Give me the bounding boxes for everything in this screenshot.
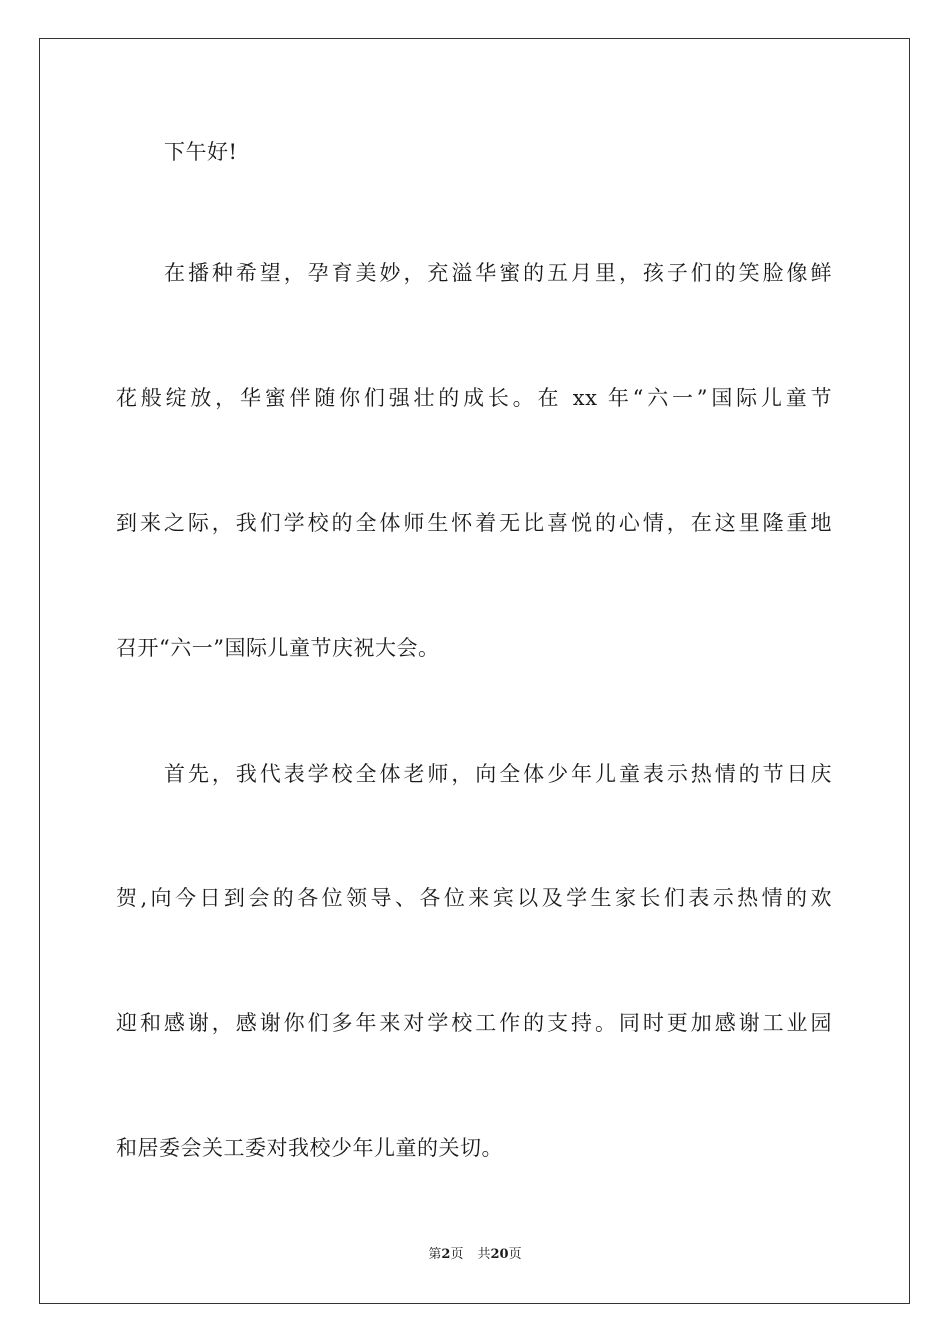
paragraph-2-line-1: 首先，我代表学校全体老师，向全体少年儿童表示热情的节日庆 (164, 762, 832, 786)
paragraph-1-line-4: 召开“六一”国际儿童节庆祝大会。 (116, 636, 440, 660)
page-suffix: 页 (450, 1247, 464, 1262)
total-pages: 20 (490, 1247, 509, 1262)
greeting-line: 下午好! (164, 140, 238, 164)
page-prefix: 第 (428, 1247, 442, 1262)
paragraph-1-line-1: 在播种希望，孕育美妙，充溢华蜜的五月里，孩子们的笑脸像鲜 (164, 261, 832, 285)
paragraph-1-line-3: 到来之际，我们学校的全体师生怀着无比喜悦的心情，在这里隆重地 (116, 511, 832, 535)
total-suffix: 页 (508, 1247, 522, 1262)
paragraph-2-line-2: 贺,向今日到会的各位领导、各位来宾以及学生家长们表示热情的欢 (116, 886, 832, 910)
paragraph-1-line-2: 花般绽放，华蜜伴随你们强壮的成长。在 xx 年“六一”国际儿童节 (116, 386, 832, 410)
paragraph-2-line-3: 迎和感谢，感谢你们多年来对学校工作的支持。同时更加感谢工业园 (116, 1011, 832, 1035)
total-prefix: 共 (477, 1247, 491, 1262)
page-number: 2 (441, 1247, 451, 1262)
page-footer (0, 1246, 950, 1264)
page-border (39, 38, 910, 1304)
paragraph-2-line-4: 和居委会关工委对我校少年儿童的关切。 (116, 1136, 503, 1160)
